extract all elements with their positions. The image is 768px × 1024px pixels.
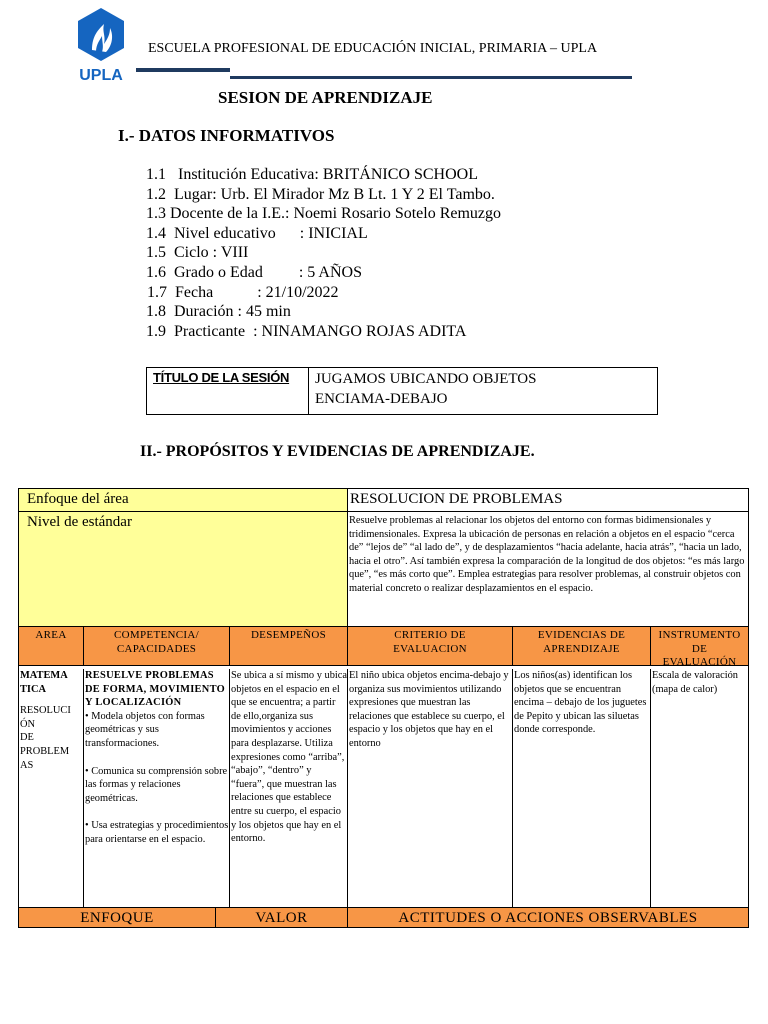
footer-valor: VALOR — [215, 907, 347, 927]
capacidad-item: • Comunica su comprensión sobre las formas y relaciones geométricas. — [85, 765, 228, 804]
area-cell — [19, 669, 83, 907]
desempenos-cell: Se ubica a sí mismo y ubica objetos en el espacio en el que se encuentra; a partir de ello,organiza sus movimientos y acciones para desplazarse. Utiliza expresiones como “arriba”, “abajo”, “dentro” y “fuera”, que muestran las relaciones que establece entre su cuerpo, el espacio y los objetos que hay en el entorno. — [229, 669, 347, 907]
session-title-line: ENCIAMA-DEBAJO — [315, 391, 448, 407]
header-competencia-line: COMPETENCIA/ — [114, 629, 199, 641]
header-criterio-line: EVALUACION — [393, 642, 467, 655]
info-line: 1.5 Ciclo : VIII — [146, 244, 249, 261]
header-instrumento — [650, 626, 748, 666]
enfoque-value-cell: RESOLUCION DE PROBLEMAS — [347, 489, 748, 512]
page-title: SESION DE APRENDIZAJE — [218, 88, 433, 107]
capacidad-item: • Modela objetos con formas geométricas y sus transformaciones. — [85, 710, 205, 749]
section-heading-datos: I.- DATOS INFORMATIVOS — [118, 126, 335, 145]
info-line: 1.4 Nivel educativo : INICIAL — [146, 225, 368, 242]
evidencias-cell: Los niños(as) identifican los objetos que se encuentran encima – debajo de los juguetes de Pepito y ubican las siluetas donde corresponde. — [512, 669, 650, 907]
area-competence: RESOLUCI — [20, 705, 71, 717]
area-competence: AS — [20, 759, 34, 771]
session-title-label: TÍTULO DE LA SESIÓN — [147, 368, 309, 414]
header-evidencias-line: APRENDIZAJE — [543, 642, 620, 655]
header-desempenos-label: DESEMPEÑOS — [250, 629, 327, 641]
session-title-value — [315, 369, 536, 409]
header-criterio-line: CRITERIO DE — [394, 629, 466, 641]
header-area — [19, 626, 83, 666]
info-line: 1.1 Institución Educativa: BRITÁNICO SCHOOL — [146, 166, 478, 183]
criterio-cell: El niño ubica objetos encima-debajo y organiza sus movimientos utilizando expresiones que muestran las relaciones que establece su cuerpo, el espacio y los objetos que hay en el entorno — [347, 669, 512, 907]
footer-enfoque: ENFOQUE — [19, 907, 215, 927]
school-name: ESCUELA PROFESIONAL DE EDUCACIÓN INICIAL, PRIMARIA – UPLA — [148, 41, 598, 56]
competencia-cell — [83, 669, 229, 907]
area-competence: DE — [20, 732, 34, 744]
enfoque-label-cell: Enfoque del área — [19, 489, 347, 512]
capacidad-item: • Usa estrategias y procedimientos para orientarse en el espacio. — [85, 820, 229, 845]
info-line: 1.3 Docente de la I.E.: Noemi Rosario Sotelo Remuzgo — [146, 205, 502, 222]
logo-text: UPLA — [79, 67, 123, 84]
session-title-line: JUGAMOS UBICANDO OBJETOS — [315, 371, 537, 387]
header-rule-thick — [136, 68, 230, 72]
area-competence: ÓN — [20, 718, 36, 730]
header-instrumento-line: INSTRUMENTO — [658, 629, 741, 641]
session-title-box — [146, 367, 658, 415]
info-line: 1.7 Fecha : 21/10/2022 — [147, 284, 339, 301]
upla-logo — [74, 6, 128, 86]
area-name: MATEMA — [20, 670, 68, 681]
header-instrumento-line: DE — [691, 642, 708, 655]
section-heading-propositos: II.- PROPÓSITOS Y EVIDENCIAS DE APRENDIZAJE. — [140, 443, 535, 460]
info-line: 1.6 Grado o Edad : 5 AÑOS — [146, 264, 362, 281]
header-competencia — [83, 626, 229, 666]
purposes-table — [18, 488, 749, 928]
nivel-value-cell: Resuelve problemas al relacionar los objetos del entorno con formas bidimensionales y tridimensionales. Expresa la ubicación de personas en relación a objetos en el espacio “cerca de” “lejos de” “al lado de”, y de desplazamientos “hacia adelante, hacia atrás”, “hacia un lado, hacia el otro”. Así también expresa la comparación de la longitud de dos objetos: “es más largo que”, “es más corto que”. Emplea estrategias para resolver problemas, al construir objetos con material concreto o realizar desplazamientos en el espacio. — [347, 512, 748, 627]
footer-actitudes: ACTITUDES O ACCIONES OBSERVABLES — [347, 907, 748, 927]
header-evidencias — [512, 626, 650, 666]
header-rule — [230, 76, 632, 79]
instrumento-cell: Escala de valoración (mapa de calor) — [650, 669, 748, 907]
header-desempenos — [229, 626, 347, 666]
nivel-label-cell: Nivel de estándar — [19, 512, 347, 627]
header-evidencias-line: EVIDENCIAS DE — [537, 629, 626, 641]
info-line: 1.2 Lugar: Urb. El Mirador Mz B Lt. 1 Y 2 El Tambo. — [146, 186, 495, 203]
area-competence: PROBLEM — [20, 745, 70, 757]
info-line: 1.8 Duración : 45 min — [146, 303, 291, 320]
header-instrumento-line: EVALUACIÓN — [662, 656, 737, 666]
header-competencia-line: CAPACIDADES — [116, 642, 197, 655]
competencia-title: RESUELVE PROBLEMAS DE FORMA, MOVIMIENTO Y LOCALIZACIÓN — [85, 670, 226, 709]
header-criterio — [347, 626, 512, 666]
info-line: 1.9 Practicante : NINAMANGO ROJAS ADITA — [146, 323, 467, 340]
area-name: TICA — [20, 683, 46, 695]
header-area-label: AREA — [35, 629, 67, 641]
